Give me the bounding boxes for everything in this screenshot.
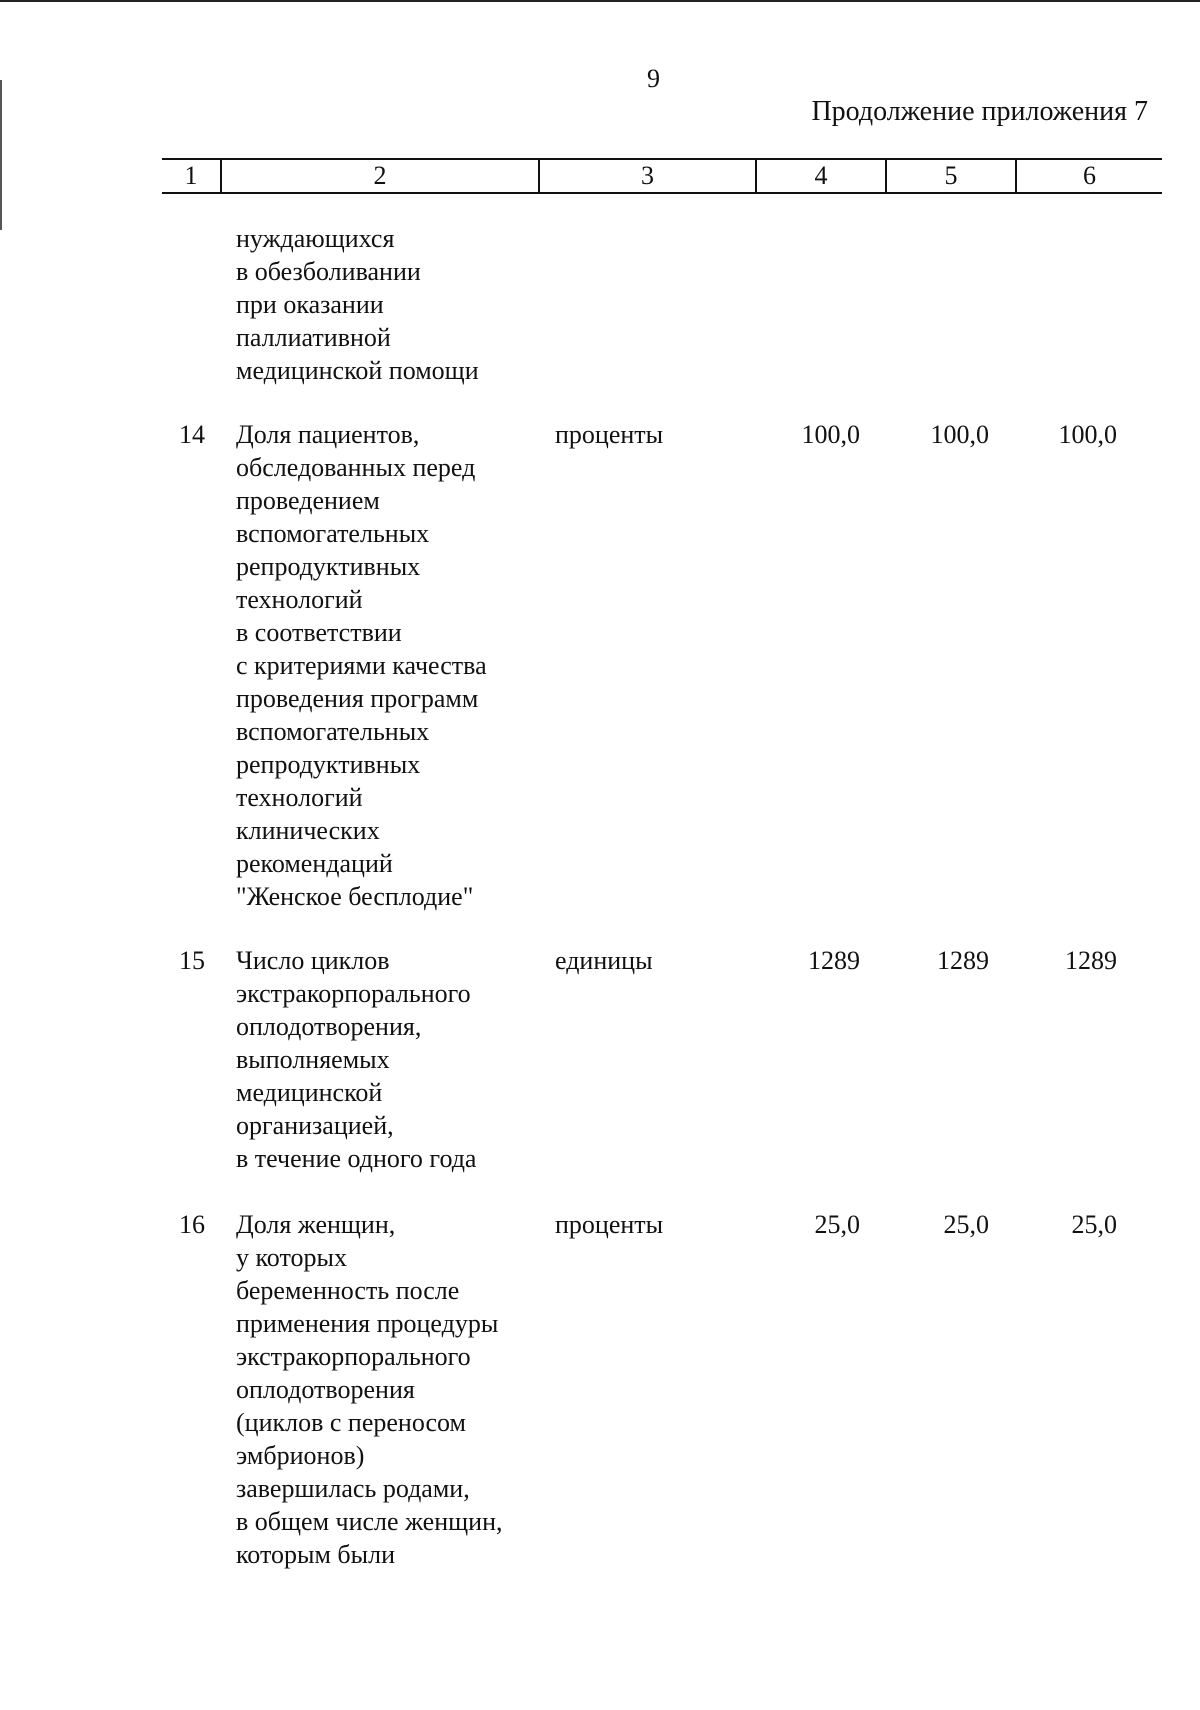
- column-header-4: 4: [757, 160, 887, 192]
- row-14-value-6: 100,0: [1058, 420, 1117, 449]
- row-15-value-6: 1289: [1065, 946, 1117, 975]
- row-15-value-5: 1289: [937, 946, 989, 975]
- column-header-6: 6: [1083, 161, 1096, 190]
- row-15-number: 15: [179, 946, 205, 975]
- column-header-row: [162, 158, 1162, 194]
- column-header-1: 1: [162, 160, 222, 192]
- continuation-text: нуждающихся в обезболивании при оказании паллиативной медицинской помощи: [236, 224, 479, 385]
- scan-edge-left: [0, 80, 2, 230]
- row-16-value-6: 25,0: [1071, 1210, 1117, 1239]
- appendix-title: Продолжение приложения 7: [811, 96, 1148, 127]
- row-14-indicator: Доля пациентов, обследованных перед проведением вспомогательных репродуктивных технологий в соответствии с критериями качества проведения программ вспомогательных репродуктивных технологий клинических рекомендаций "Женское бесплодие": [236, 420, 487, 911]
- row-16-value-4: 25,0: [814, 1210, 860, 1239]
- column-header-5: 5: [887, 160, 1017, 192]
- row-16-number: 16: [179, 1210, 205, 1239]
- row-16-unit: проценты: [555, 1210, 664, 1239]
- column-header-3: 3: [540, 160, 757, 192]
- row-16-indicator: Доля женщин, у которых беременность после применения процедуры экстракорпорального оплодотворения (циклов с переносом эмбрионов) завершилась родами, в общем числе женщин, которым были: [236, 1210, 503, 1569]
- row-15-unit: единицы: [555, 946, 653, 975]
- page-number: 9: [647, 64, 660, 93]
- scan-edge-top: [0, 0, 1200, 2]
- row-16-value-5: 25,0: [943, 1210, 989, 1239]
- row-14-unit: проценты: [555, 420, 664, 449]
- row-14-value-5: 100,0: [930, 420, 989, 449]
- row-15-indicator: Число циклов экстракорпорального оплодотворения, выполняемых медицинской организацией, в течение одного года: [236, 946, 477, 1173]
- row-15-value-4: 1289: [808, 946, 860, 975]
- row-14-value-4: 100,0: [801, 420, 860, 449]
- column-header-2: 2: [222, 160, 540, 192]
- row-14-number: 14: [179, 420, 205, 449]
